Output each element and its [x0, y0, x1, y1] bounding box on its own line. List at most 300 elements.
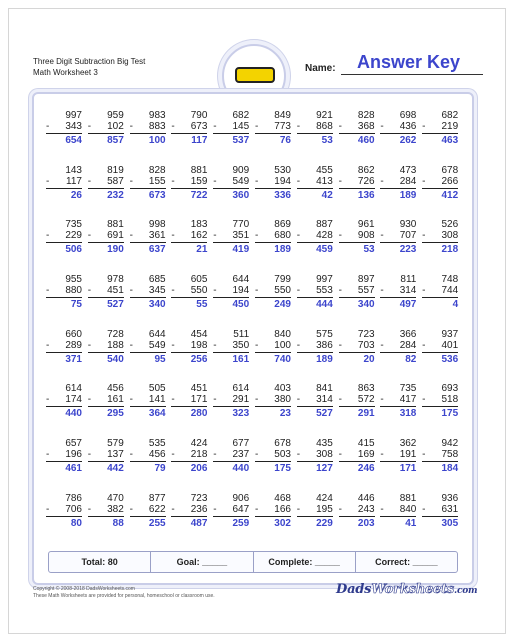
answer-line	[255, 406, 291, 407]
minuend: 362	[399, 438, 417, 450]
score-bar	[48, 551, 458, 573]
problem	[126, 493, 166, 547]
minus-sign: -	[213, 503, 217, 515]
problem	[293, 274, 333, 328]
problem	[335, 219, 375, 273]
subtrahend: 436	[399, 121, 417, 132]
answer: 540	[107, 353, 124, 365]
answer-line	[297, 188, 333, 189]
answer-line	[339, 297, 375, 298]
minuend: 435	[316, 438, 333, 450]
minuend: 424	[316, 492, 333, 504]
minus-sign: -	[422, 449, 426, 461]
answer-line	[339, 461, 375, 462]
problem	[335, 438, 375, 492]
problem	[167, 274, 207, 328]
answer: 295	[107, 408, 124, 420]
problem	[167, 219, 207, 273]
problem	[293, 493, 333, 547]
minuend: 470	[107, 492, 124, 504]
problem	[293, 219, 333, 273]
subtrahend: 102	[107, 121, 124, 132]
subtrahend: 382	[107, 503, 124, 515]
answer-line	[422, 188, 458, 189]
problem	[126, 165, 166, 219]
answer: 280	[190, 408, 208, 420]
answer-line	[339, 516, 375, 517]
answer: 336	[274, 189, 291, 201]
minuend: 921	[316, 110, 333, 121]
problem	[84, 274, 124, 328]
copyright-line-1: Copyright © 2008-2018 DadsWorksheets.com	[33, 586, 135, 592]
minus-sign: -	[213, 230, 217, 242]
problem	[335, 383, 375, 437]
subtrahend: 428	[316, 230, 333, 242]
problem	[84, 329, 124, 383]
problem	[335, 329, 375, 383]
minus-sign: -	[254, 339, 259, 351]
answer: 637	[148, 244, 166, 256]
subtrahend: 196	[65, 449, 82, 461]
subtrahend: 840	[399, 503, 417, 515]
minus-sign: -	[213, 285, 217, 297]
minuend: 511	[233, 328, 250, 340]
answer-line	[380, 352, 416, 353]
problem	[251, 329, 291, 383]
answer: 340	[148, 299, 166, 311]
answer: 463	[441, 135, 459, 146]
answer: 95	[154, 353, 166, 365]
answer-line	[255, 133, 291, 134]
minuend: 605	[190, 274, 208, 286]
minuend: 415	[357, 438, 375, 450]
minuend: 678	[274, 438, 291, 450]
subtrahend: 219	[441, 121, 459, 132]
subtrahend: 194	[232, 285, 250, 297]
problem	[209, 274, 249, 328]
problem	[293, 110, 333, 164]
minuend: 454	[190, 328, 208, 340]
minus-sign: -	[213, 175, 217, 187]
minus-sign: -	[87, 230, 92, 242]
problem	[42, 110, 82, 164]
minus-sign: -	[213, 121, 217, 132]
minus-sign: -	[296, 339, 301, 351]
answer-line	[422, 461, 458, 462]
minuend: 678	[441, 164, 459, 176]
minuend: 685	[148, 274, 166, 286]
subtrahend: 166	[274, 503, 291, 515]
answer-line	[255, 242, 291, 243]
answer: 536	[441, 353, 459, 365]
answer: 23	[279, 408, 291, 420]
answer: 527	[316, 408, 333, 420]
minus-sign: -	[380, 121, 384, 132]
problem	[376, 438, 416, 492]
minuend: 881	[190, 164, 208, 176]
subtrahend: 673	[190, 121, 208, 132]
answer: 255	[148, 517, 166, 529]
answer: 412	[441, 189, 459, 201]
answer: 673	[148, 189, 166, 201]
minus-sign: -	[296, 503, 301, 515]
subtrahend: 380	[274, 394, 291, 406]
answer-line	[255, 188, 291, 189]
problem	[293, 438, 333, 492]
problem	[376, 219, 416, 273]
problem	[167, 110, 207, 164]
problem	[126, 110, 166, 164]
minus-sign: -	[46, 503, 50, 515]
minus-sign: -	[338, 449, 342, 461]
problem	[418, 165, 458, 219]
minuend: 505	[148, 383, 166, 395]
answer: 305	[441, 517, 459, 529]
minus-sign: -	[171, 121, 175, 132]
minuend: 455	[316, 164, 333, 176]
answer: 249	[274, 299, 291, 311]
minuend: 446	[357, 492, 375, 504]
problem	[84, 165, 124, 219]
answer-line	[88, 406, 124, 407]
minuend: 682	[232, 110, 250, 121]
minuend: 897	[357, 274, 375, 286]
answer-line	[339, 352, 375, 353]
answer: 487	[190, 517, 208, 529]
minus-sign: -	[87, 503, 92, 515]
answer: 302	[274, 517, 291, 529]
minuend: 723	[357, 328, 375, 340]
minus-sign: -	[422, 121, 426, 132]
subtrahend: 141	[148, 394, 166, 406]
problem	[418, 274, 458, 328]
answer: 76	[279, 135, 291, 146]
answer-line	[422, 516, 458, 517]
answer-line	[46, 516, 82, 517]
answer-line	[297, 242, 333, 243]
subtrahend: 145	[232, 121, 250, 132]
subtrahend: 707	[399, 230, 417, 242]
minus-sign: -	[46, 449, 50, 461]
minuend: 693	[441, 383, 459, 395]
answer: 857	[107, 135, 124, 146]
answer-line	[88, 188, 124, 189]
problem	[84, 438, 124, 492]
problem	[209, 493, 249, 547]
subtrahend: 883	[148, 121, 166, 132]
answer: 527	[107, 299, 124, 311]
answer-line	[130, 406, 166, 407]
minus-sign: -	[254, 121, 259, 132]
answer-line	[380, 188, 416, 189]
problem	[84, 219, 124, 273]
answer-line	[213, 461, 249, 462]
yellow-badge-icon	[235, 67, 275, 83]
minuend: 881	[399, 492, 417, 504]
answer-line	[171, 461, 207, 462]
minuend: 575	[316, 328, 333, 340]
problem	[126, 329, 166, 383]
complete-cell	[254, 552, 356, 572]
minuend: 828	[357, 110, 375, 121]
subtrahend: 622	[148, 503, 166, 515]
minuend: 786	[65, 492, 82, 504]
subtrahend: 691	[107, 230, 124, 242]
minuend: 614	[65, 383, 82, 395]
minuend: 937	[441, 328, 459, 340]
minus-sign: -	[46, 121, 50, 132]
answer-line	[339, 188, 375, 189]
minuend: 961	[357, 219, 375, 231]
answer: 461	[65, 463, 82, 475]
problem	[209, 165, 249, 219]
minus-sign: -	[171, 230, 175, 242]
subtrahend: 587	[107, 175, 124, 187]
problem	[376, 329, 416, 383]
minus-sign: -	[380, 394, 384, 406]
minus-sign: -	[380, 339, 384, 351]
subtrahend: 345	[148, 285, 166, 297]
minuend: 698	[399, 110, 417, 121]
answer: 223	[399, 244, 417, 256]
subtrahend: 368	[357, 121, 375, 132]
subtrahend: 218	[190, 449, 208, 461]
subtrahend: 386	[316, 339, 333, 351]
minus-sign: -	[87, 339, 92, 351]
minuend: 644	[148, 328, 166, 340]
minus-sign: -	[254, 503, 259, 515]
minuend: 978	[107, 274, 124, 286]
logo-part-worksheets: Worksheets	[371, 582, 455, 597]
answer: 444	[316, 299, 333, 311]
problem	[84, 493, 124, 547]
answer-line	[297, 133, 333, 134]
minus-sign: -	[422, 285, 426, 297]
minuend: 849	[274, 110, 291, 121]
subtrahend: 549	[232, 175, 250, 187]
subtrahend: 314	[399, 285, 417, 297]
minus-sign: -	[422, 230, 426, 242]
minuend: 790	[190, 110, 208, 121]
answer-line	[255, 461, 291, 462]
minuend: 473	[399, 164, 417, 176]
minuend: 936	[441, 492, 459, 504]
subtrahend: 191	[399, 449, 417, 461]
answer: 53	[321, 135, 333, 146]
answer: 53	[363, 244, 375, 256]
minus-sign: -	[171, 339, 175, 351]
answer: 506	[65, 244, 82, 256]
problem	[418, 219, 458, 273]
answer: 88	[112, 517, 124, 529]
minuend: 887	[316, 219, 333, 231]
problem	[418, 329, 458, 383]
minus-sign: -	[129, 449, 133, 461]
answer-line	[171, 406, 207, 407]
minus-sign: -	[46, 339, 50, 351]
subtrahend: 868	[316, 121, 333, 132]
answer-line	[422, 352, 458, 353]
answer-line	[88, 242, 124, 243]
problem	[335, 493, 375, 547]
answer: 189	[399, 189, 417, 201]
answer-line	[171, 516, 207, 517]
answer-line	[297, 516, 333, 517]
answer-line	[297, 406, 333, 407]
answer: 4	[452, 299, 459, 311]
subtrahend: 161	[107, 394, 124, 406]
subtrahend: 308	[316, 449, 333, 461]
subtrahend: 266	[441, 175, 459, 187]
minus-sign: -	[422, 339, 426, 351]
minus-sign: -	[338, 230, 342, 242]
subtrahend: 291	[232, 394, 250, 406]
answer: 722	[190, 189, 208, 201]
minus-sign: -	[338, 121, 342, 132]
subtrahend: 117	[66, 175, 82, 187]
subtrahend: 194	[274, 175, 291, 187]
answer: 41	[405, 517, 417, 529]
answer-line	[339, 133, 375, 134]
minuend: 997	[65, 110, 82, 121]
subtrahend: 155	[148, 175, 166, 187]
subtrahend: 198	[190, 339, 208, 351]
answer: 232	[107, 189, 124, 201]
subtrahend: 703	[357, 339, 375, 351]
minus-sign: -	[422, 175, 426, 187]
answer-line	[339, 406, 375, 407]
answer: 189	[274, 244, 291, 256]
copyright	[33, 586, 215, 600]
subtrahend: 413	[316, 175, 333, 187]
minuend: 881	[107, 219, 124, 231]
subtrahend: 456	[148, 449, 166, 461]
minus-sign: -	[129, 175, 133, 187]
minuend: 930	[399, 219, 417, 231]
total-cell	[49, 552, 151, 572]
minus-sign: -	[87, 394, 92, 406]
minus-sign: -	[254, 449, 259, 461]
problem	[84, 110, 124, 164]
minuend: 143	[65, 164, 82, 176]
minus-sign: -	[338, 285, 342, 297]
problem	[251, 383, 291, 437]
problem	[209, 438, 249, 492]
answer-line	[130, 242, 166, 243]
subtrahend: 188	[107, 339, 124, 351]
answer: 371	[65, 353, 82, 365]
answer-line	[422, 242, 458, 243]
minus-sign: -	[380, 175, 384, 187]
answer: 79	[154, 463, 166, 475]
subtrahend: 647	[232, 503, 250, 515]
minuend: 682	[441, 110, 459, 121]
minuend: 862	[357, 164, 375, 176]
answer-line	[46, 242, 82, 243]
answer: 360	[232, 189, 250, 201]
answer: 246	[357, 463, 375, 475]
answer: 20	[363, 353, 375, 365]
answer-line	[255, 352, 291, 353]
minuend: 840	[274, 328, 291, 340]
answer: 259	[232, 517, 250, 529]
subtrahend: 174	[65, 394, 82, 406]
problem	[42, 219, 82, 273]
problem	[209, 329, 249, 383]
answer: 450	[232, 299, 250, 311]
problem	[126, 274, 166, 328]
answer: 82	[405, 353, 417, 365]
minus-sign: -	[46, 175, 50, 187]
minus-sign: -	[46, 230, 50, 242]
minus-sign: -	[129, 394, 133, 406]
minuend: 828	[148, 164, 166, 176]
minuend: 728	[107, 328, 124, 340]
minuend: 526	[441, 219, 459, 231]
correct-text: Correct: _____	[375, 557, 438, 567]
problem	[376, 274, 416, 328]
minus-sign: -	[129, 230, 133, 242]
answer-line	[422, 406, 458, 407]
minuend: 530	[274, 164, 291, 176]
answer-line	[171, 188, 207, 189]
subtrahend: 351	[232, 230, 250, 242]
answer-line	[171, 297, 207, 298]
problem	[335, 165, 375, 219]
answer-line	[297, 297, 333, 298]
answer: 654	[65, 135, 82, 146]
subtrahend: 706	[65, 503, 82, 515]
answer: 80	[70, 517, 82, 529]
problem	[209, 219, 249, 273]
answer: 229	[316, 517, 333, 529]
minuend: 877	[148, 492, 166, 504]
answer-line	[297, 461, 333, 462]
answer-line	[255, 516, 291, 517]
subtrahend: 557	[357, 285, 375, 297]
answer-line	[380, 516, 416, 517]
subtrahend: 518	[441, 394, 459, 406]
problem	[42, 438, 82, 492]
answer-line	[213, 133, 249, 134]
minus-sign: -	[380, 230, 384, 242]
goal-cell	[151, 552, 253, 572]
minus-sign: -	[129, 121, 133, 132]
subtrahend: 314	[316, 394, 333, 406]
answer: 55	[196, 299, 208, 311]
answer-line	[255, 297, 291, 298]
minus-sign: -	[254, 175, 259, 187]
answer-line	[422, 297, 458, 298]
logo-part-dads: Dads	[336, 582, 372, 597]
problem	[42, 493, 82, 547]
subtrahend: 550	[274, 285, 291, 297]
minus-sign: -	[338, 339, 342, 351]
problem	[293, 165, 333, 219]
minuend: 403	[274, 383, 291, 395]
problem	[126, 438, 166, 492]
subtrahend: 162	[190, 230, 208, 242]
subtrahend: 451	[107, 285, 124, 297]
minuend: 366	[399, 328, 417, 340]
problem	[209, 110, 249, 164]
minus-sign: -	[213, 339, 217, 351]
answer-line	[171, 242, 207, 243]
minuend: 535	[148, 438, 166, 450]
answer: 740	[274, 353, 291, 365]
answer-line	[130, 188, 166, 189]
problem	[167, 438, 207, 492]
